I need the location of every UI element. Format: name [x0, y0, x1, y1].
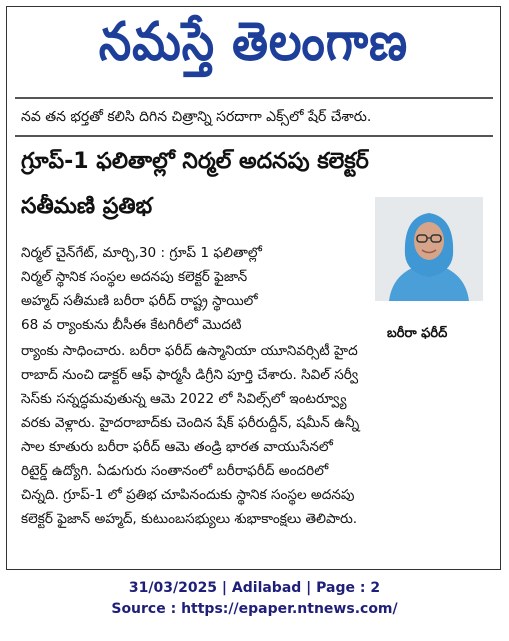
- footer-dateline: 31/03/2025 | Adilabad | Page : 2: [128, 580, 381, 596]
- body-line: రాబాద్ నుంచి డాక్టర్ ఆఫ్ ఫార్మసీ డిగ్రీని పూర్తి చేశారు. సివిల్ సర్వీ: [21, 367, 359, 383]
- body-line: చిన్నది. గ్రూప్-1 లో ప్రతిభ చూపినందుకు స్థానిక సంస్థల అదనపు: [21, 487, 355, 503]
- newspaper-logo: నమస్తే తెలంగాణ: [98, 10, 409, 73]
- portrait-photo: [375, 197, 483, 301]
- body-line: సాల కూతురు బరీరా ఫరీద్ ఆమె తండ్రి భారత వాయుసేనలో: [21, 439, 333, 455]
- headline-line-1: గ్రూప్-1 ఫలితాల్లో నిర్మల్ అదనపు కలెక్టర్: [21, 149, 369, 174]
- body-line: నిర్మల్ చైన్‌గేట్, మార్చి,30 : గ్రూప్ 1 ఫలితాల్లో: [21, 245, 262, 261]
- masthead: [7, 7, 500, 89]
- body-line: సెస్‌కు సన్నద్ధమవుతున్న ఆమె 2022 లో సివిల్స్‌లో ఇంటర్వ్యూ: [21, 391, 347, 407]
- article-divider: [15, 135, 493, 137]
- body-line: వరకు వెళ్లారు. హైదరాబాద్‌కు చెందిన షేక్ ఫరీరుద్దీన్, షమీన్ ఉన్నీ: [21, 415, 360, 431]
- photo-caption: బరీరా ఫరీద్: [387, 326, 448, 341]
- body-line: అహ్మద్ సతీమణి బరీరా ఫరీద్ రాష్ట్ర స్థాయిలో: [21, 293, 258, 309]
- body-line: రిటైర్డ్ ఉద్యోగి. ఏడుగురు సంతానంలో బరీరాఫరీద్ అందరిలో: [21, 463, 329, 479]
- footer-source: Source : https://epaper.ntnews.com/: [111, 601, 398, 617]
- body-line: నిర్మల్ స్థానిక సంస్థల అదనపు కలెక్టర్ ఫైజాన్: [21, 269, 248, 285]
- headline-line-2: సతీమణి ప్రతిభ: [21, 194, 153, 219]
- body-line: 68 వ ర్యాంకును బీసీఈ కేటగిరీలో మొదటి: [21, 317, 242, 333]
- masthead-divider: [15, 97, 493, 99]
- body-line: ర్యాంకు సాధించారు. బరీరా ఫరీద్ ఉస్మానియా యూనివర్సిటీ హైద: [21, 343, 358, 359]
- newspaper-clipping: [6, 6, 501, 570]
- previous-article-line: నవ తన భర్తతో కలిసి దిగిన చిత్రాన్ని సరదాగా ఎక్స్‌లో షేర్ చేశారు.: [21, 109, 372, 125]
- body-line: కలెక్టర్ ఫైజాన్ అహ్మద్, కుటుంబసభ్యులు శుభాకాంక్షలు తెలిపారు.: [21, 511, 358, 527]
